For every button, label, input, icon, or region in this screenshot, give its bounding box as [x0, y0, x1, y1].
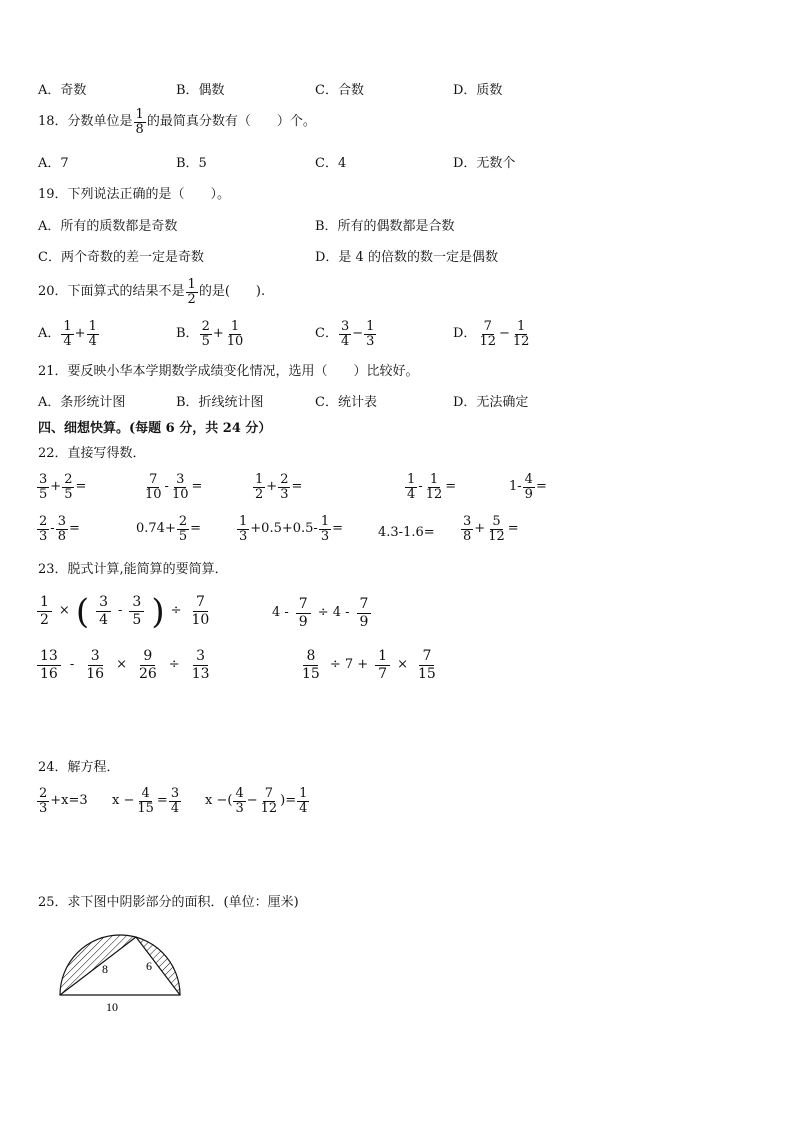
q17-option-a: A．奇数 [38, 83, 87, 98]
q18-stem: 18．分数单位是 $\frac{1}{8}$ 的最简真分数有（ ）个。 [38, 107, 316, 138]
q20-option-d: D． $\frac{7}{12}$ − $\frac{1}{12}$ [453, 319, 530, 350]
q21-option-a: A．条形统计图 [38, 395, 126, 410]
semicircle-figure [50, 920, 200, 1016]
q20-option-c: C． $\frac{3}{4}$ − $\frac{1}{3}$ [315, 319, 375, 350]
q22-expr-5: 1- $\frac{4}{9}$ = [509, 472, 547, 503]
q18-option-b: B．5 [176, 156, 207, 171]
q22-expr-1: $\frac{3}{5}$ + $\frac{2}{5}$ = [39, 472, 87, 503]
q23-expr-b: 4 - $\frac{7}{9}$ ÷ 4 - $\frac{7}{9}$ [272, 596, 372, 632]
section-4-heading: 四、细想快算。(每题 6 分，共 24 分） [38, 421, 272, 436]
q20-stem: 20．下面算式的结果不是 $\frac{1}{2}$ 的是( ). [38, 277, 266, 308]
q18-option-d: D．无数个 [453, 156, 516, 171]
q17-option-d: D．质数 [453, 83, 503, 98]
q23-expr-a: $\frac{1}{2}$ × ( $\frac{3}{4}$ - $\frac{3}{5}$ ) ÷ $\frac{7}{10}$ [36, 594, 213, 630]
q19-option-c: C．两个奇数的差一定是奇数 [38, 250, 204, 265]
q22-stem: 22．直接写得数． [38, 446, 146, 461]
q24-equation-a: $\frac{2}{3}$ +x=3 [39, 786, 88, 817]
q18-option-c: C．4 [315, 156, 347, 171]
q21-option-d: D．无法确定 [453, 395, 529, 410]
q22-expr-8: $\frac{1}{3}$ +0.5+0.5- $\frac{1}{3}$ = [239, 514, 343, 545]
q25-stem: 25．求下图中阴影部分的面积．(单位：厘米) [38, 895, 299, 910]
q20-option-a: A． $\frac{1}{4}$ + $\frac{1}{4}$ [38, 319, 97, 350]
q22-expr-10: $\frac{3}{8}$ + $\frac{5}{12}$ = [463, 514, 519, 545]
q22-expr-9: 4.3-1.6= [378, 525, 435, 540]
q19-option-b: B．所有的偶数都是合数 [315, 219, 455, 234]
q22-expr-2: $\frac{7}{10}$ - $\frac{3}{10}$ = [145, 472, 203, 503]
label-6: 6 [146, 959, 152, 973]
q21-stem: 21．要反映小华本学期数学成绩变化情况，选用（ ）比较好。 [38, 364, 419, 379]
q22-expr-6: $\frac{2}{3}$ - $\frac{3}{8}$ = [39, 514, 80, 545]
q19-option-a: A．所有的质数都是奇数 [38, 219, 178, 234]
q24-equation-b: x − $\frac{4}{15}$ = $\frac{3}{4}$ [112, 786, 180, 817]
shaded-region [60, 935, 180, 995]
q17-option-c: C．合数 [315, 83, 364, 98]
label-8: 8 [102, 962, 108, 976]
q17-option-b: B．偶数 [176, 83, 225, 98]
q24-stem: 24．解方程． [38, 760, 120, 775]
q20-option-b: B． $\frac{2}{5}$ + $\frac{1}{10}$ [176, 319, 244, 350]
q19-stem: 19．下列说法正确的是（ ）。 [38, 187, 231, 202]
q21-option-c: C．统计表 [315, 395, 377, 410]
label-10: 10 [106, 1000, 118, 1014]
q21-option-b: B．折线统计图 [176, 395, 264, 410]
q22-expr-3: $\frac{1}{2}$ + $\frac{2}{3}$ = [255, 472, 303, 503]
q24-equation-c: x −( $\frac{4}{3}$ − $\frac{7}{12}$ )= $\frac{1}{4}$ [205, 786, 308, 817]
q18-option-a: A．7 [38, 156, 69, 171]
q23-stem: 23．脱式计算,能简算的要简算． [38, 562, 228, 577]
q22-expr-4: $\frac{1}{4}$ - $\frac{1}{12}$ = [407, 472, 457, 503]
q23-expr-c: $\frac{13}{16}$ - $\frac{3}{16}$ × $\frac{9}{26}$ ÷ $\frac{3}{13}$ [36, 648, 214, 684]
q22-expr-7: 0.74+ $\frac{2}{5}$ = [136, 514, 202, 545]
q23-expr-d: $\frac{8}{15}$ ÷ 7 + $\frac{1}{7}$ × $\frac{7}{15}$ [302, 648, 436, 683]
q19-option-d: D．是 4 的倍数的数一定是偶数 [315, 250, 498, 265]
